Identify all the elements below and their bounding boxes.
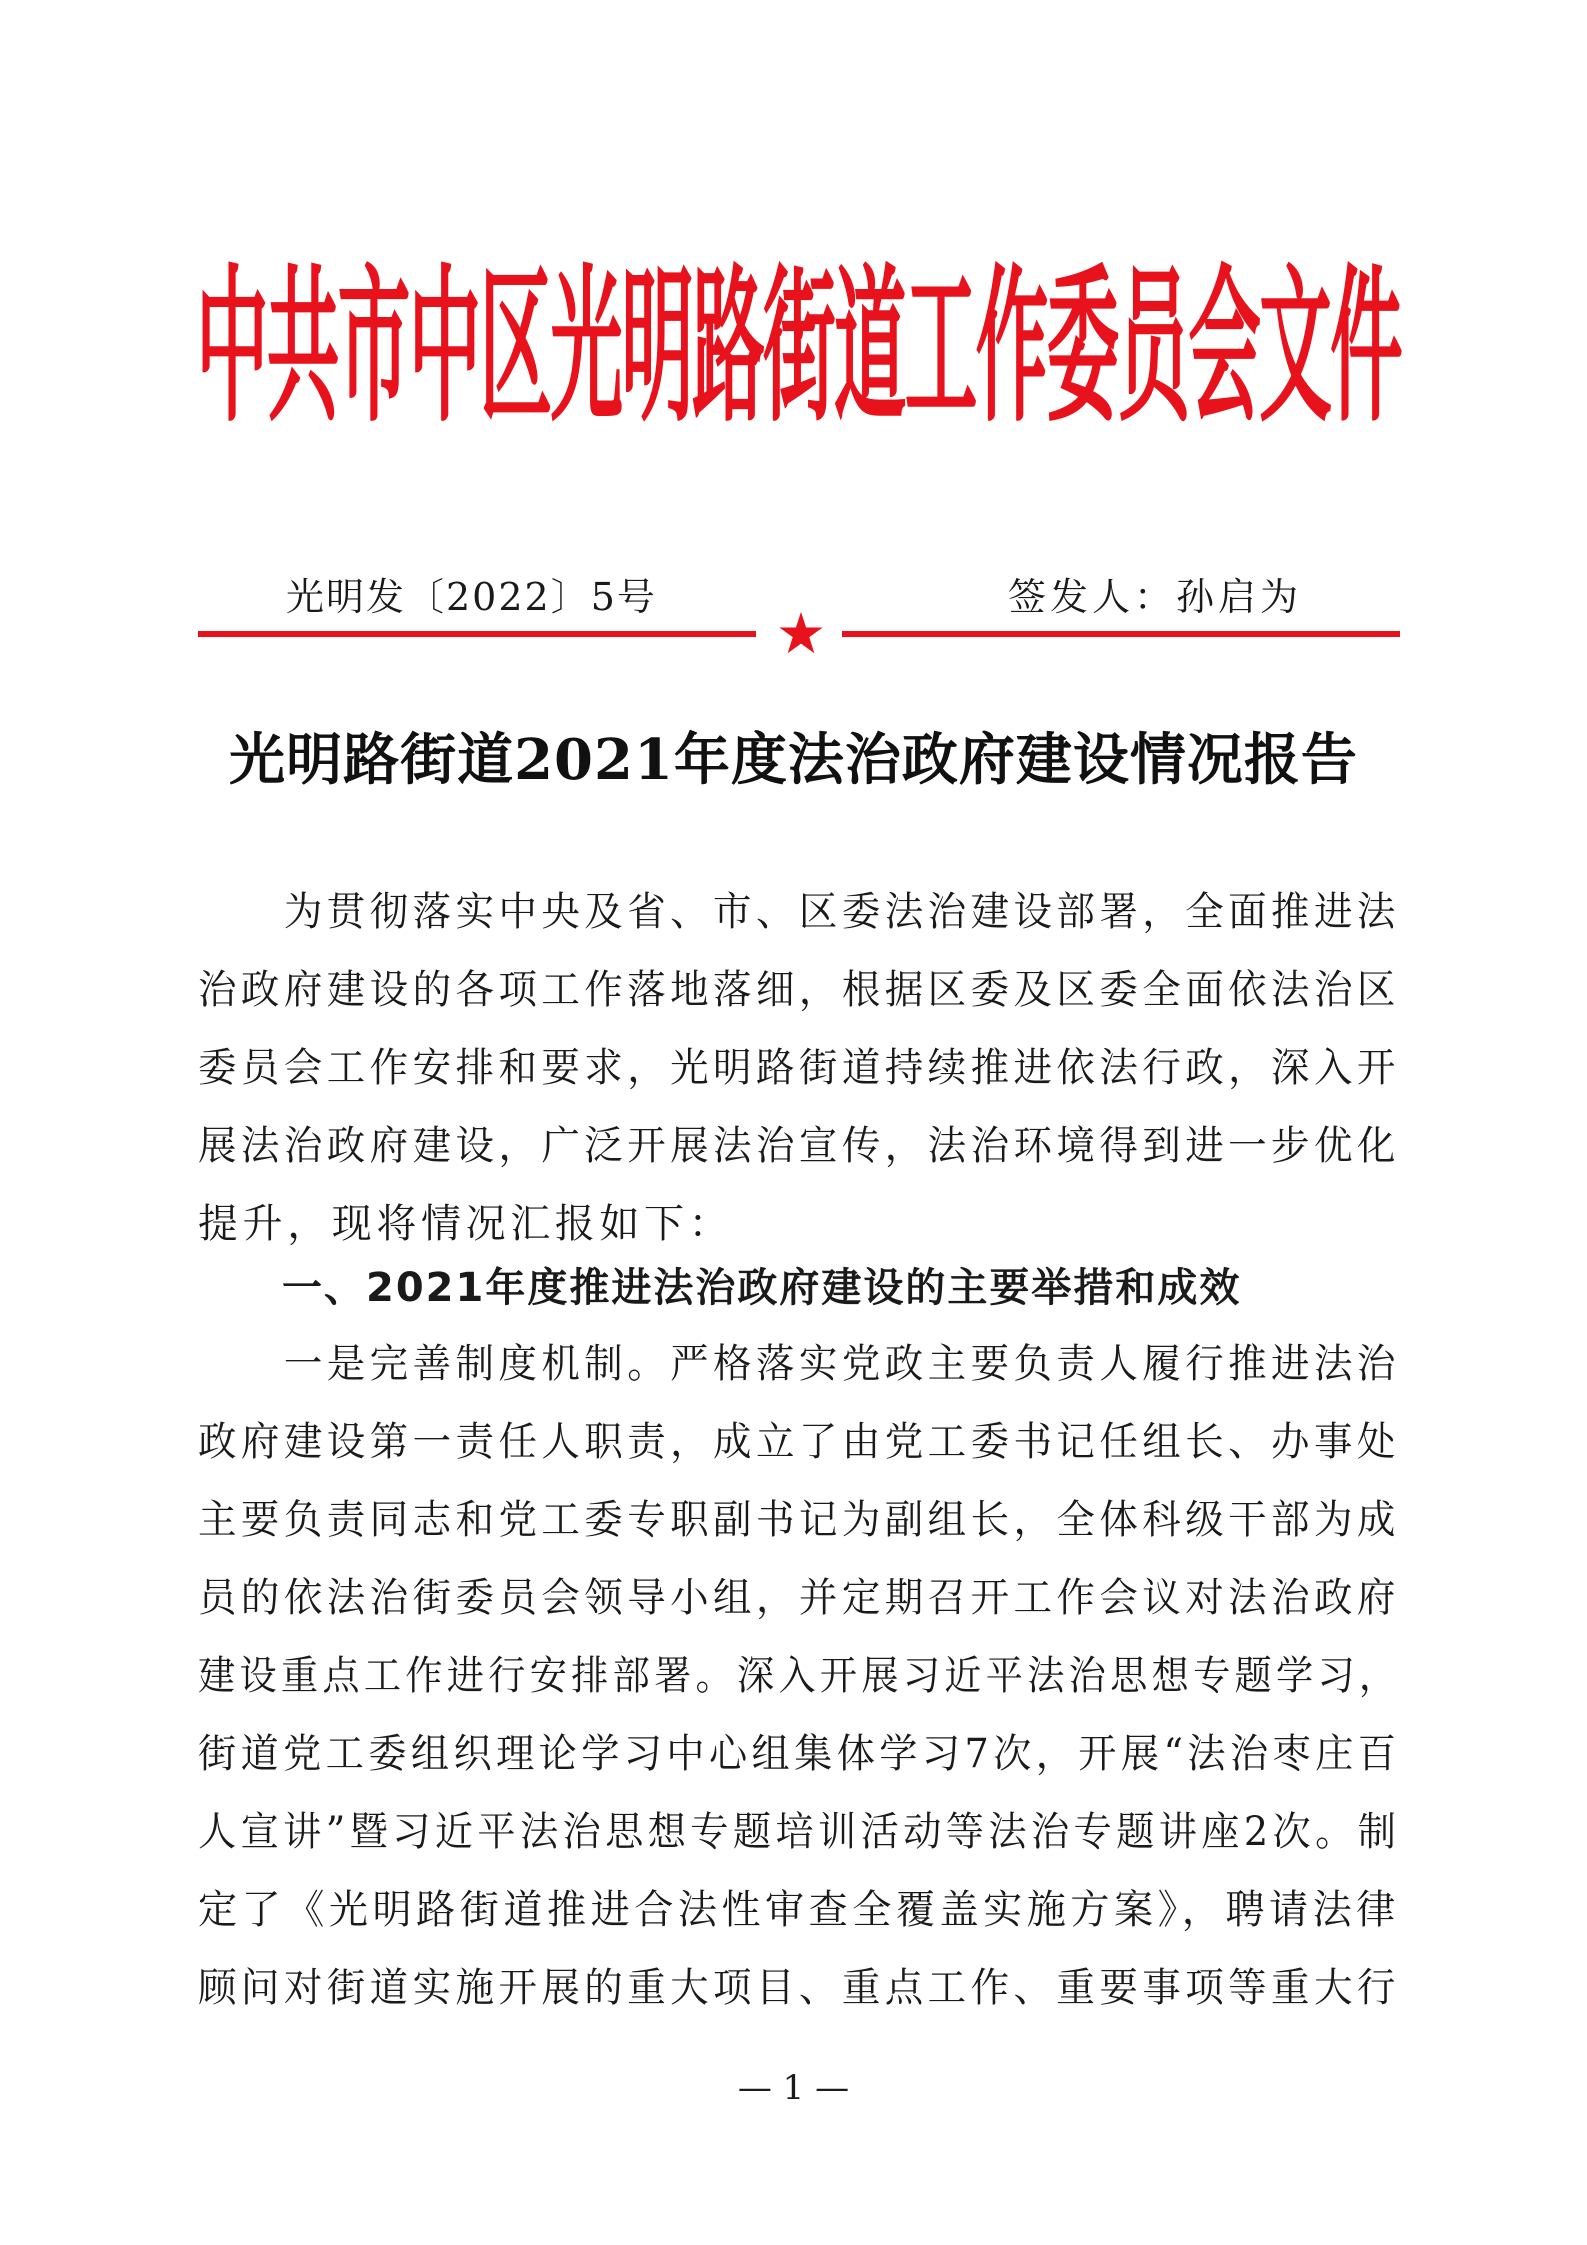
body-line: 治政府建设的各项工作落地落细，根据区委及区委全面依法治区	[198, 967, 1400, 1013]
body-line: 街道党工委组织理论学习中心组集体学习7次，开展“法治枣庄百	[198, 1731, 1401, 1777]
red-rule-left	[198, 631, 756, 637]
body-line: 政府建设第一责任人职责，成立了由党工委书记任组长、办事处	[198, 1419, 1400, 1465]
body-line: 一是完善制度机制。严格落实党政主要负责人履行推进法治	[198, 1341, 1400, 1387]
body-line: 人宣讲”暨习近平法治思想专题培训活动等法治专题讲座2次。制	[198, 1809, 1401, 1855]
masthead-title: 中共市中区光明路街道工作委员会文件	[196, 247, 1401, 445]
body-line: 提升，现将情况汇报如下：	[198, 1201, 734, 1247]
red-star-icon	[778, 610, 824, 656]
page-number: — 1 —	[737, 2068, 850, 2108]
body-line: 顾问对街道实施开展的重大项目、重点工作、重要事项等重大行	[198, 1965, 1400, 2011]
signer: 签发人：孙启为	[1008, 575, 1303, 619]
section-heading: 一、2021年度推进法治政府建设的主要举措和成效	[198, 1265, 1242, 1311]
body-line: 定了《光明路街道推进合法性审查全覆盖实施方案》，聘请法律	[198, 1887, 1400, 1933]
body-line: 建设重点工作进行安排部署。深入开展习近平法治思想专题学习，	[198, 1653, 1401, 1699]
body-line: 展法治政府建设，广泛开展法治宣传，法治环境得到进一步优化	[198, 1123, 1400, 1169]
body-line: 主要负责同志和党工委专职副书记为副组长，全体科级干部为成	[198, 1497, 1400, 1543]
document-title: 光明路街道2021年度法治政府建设情况报告	[229, 727, 1358, 793]
red-rule-right	[842, 631, 1400, 637]
body-line: 员的依法治街委员会领导小组，并定期召开工作会议对法治政府	[198, 1575, 1400, 1621]
body-line: 委员会工作安排和要求，光明路街道持续推进依法行政，深入开	[198, 1045, 1400, 1091]
body-line: 为贯彻落实中央及省、市、区委法治建设部署，全面推进法	[198, 889, 1400, 935]
document-number: 光明发〔2022〕5号	[286, 575, 657, 619]
